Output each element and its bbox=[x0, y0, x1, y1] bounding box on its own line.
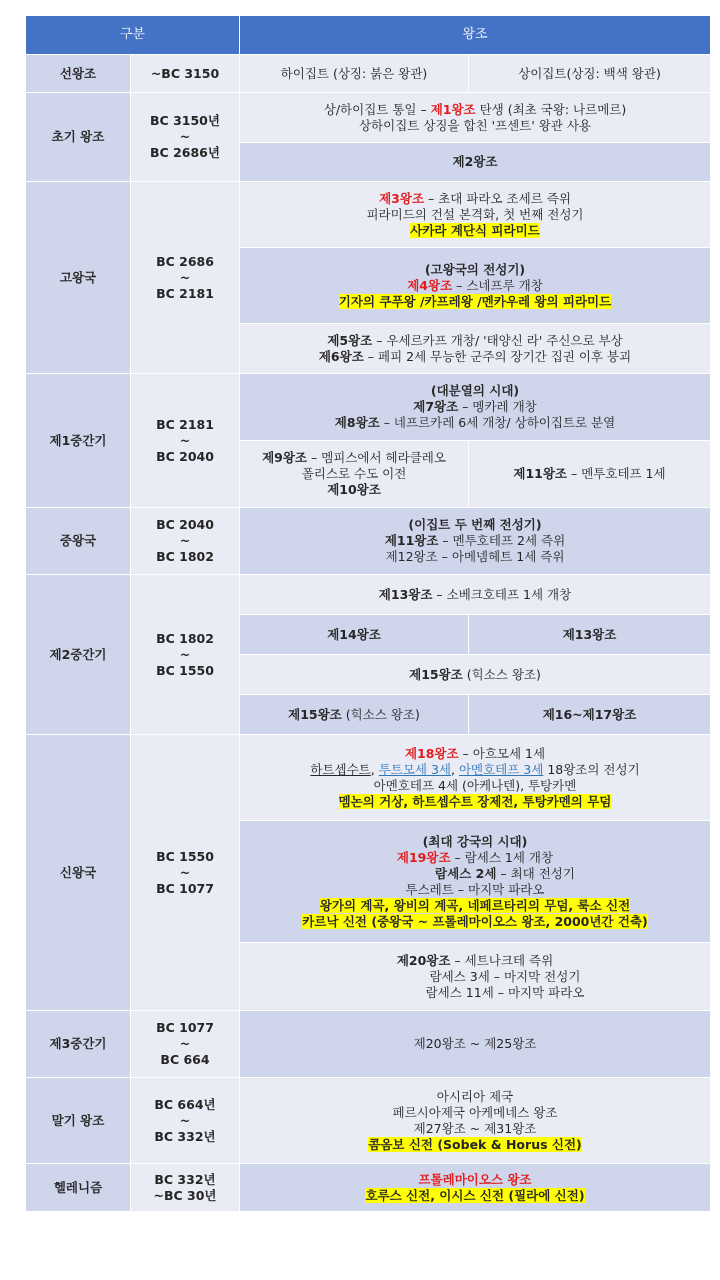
tuthmosis-3-link[interactable]: 투트모세 3세 bbox=[378, 761, 451, 777]
date-first-ip: BC 2181 ~ BC 2040 bbox=[131, 374, 240, 508]
row-late bbox=[26, 1078, 711, 1164]
row-predynastic bbox=[26, 55, 711, 93]
date-late: BC 664년 ~ BC 332년 bbox=[131, 1078, 240, 1164]
row-third-ip bbox=[26, 1011, 711, 1078]
dynasty-11-12-cell: (이집트 두 번째 전성기) 제11왕조 – 멘투호테프 2세 즉위 제12왕조 – 아메넴헤트 1세 즉위 bbox=[240, 508, 711, 575]
era-third-ip: 제3중간기 bbox=[26, 1011, 131, 1078]
date-early: BC 3150년 ~ BC 2686년 bbox=[131, 93, 240, 182]
row-early-1 bbox=[26, 93, 711, 143]
dynasty-4-cell: (고왕국의 전성기) 제4왕조 – 스네프루 개창 기자의 쿠푸왕 /카프레왕 /멘카우레 왕의 피라미드 bbox=[240, 248, 711, 324]
row-second-ip-1 bbox=[26, 575, 711, 615]
date-hellenism: BC 332년 ~BC 30년 bbox=[131, 1164, 240, 1212]
dynasty-19-cell: (최대 강국의 시대) 제19왕조 – 람세스 1세 개창 람세스 2세 – 최대 전성기 투스레트 – 마지막 파라오 왕가의 계곡, 왕비의 계곡, 네페르타리의 무덤, 룩소 신전 카르낙 신전 (중왕국 ~ 프톨레마이오스 왕조, 2000년간 건축) bbox=[240, 821, 711, 943]
era-predynastic: 선왕조 bbox=[26, 55, 131, 93]
dynasty-18-cell: 제18왕조 – 아흐모세 1세 하트셉수트, 투트모세 3세, 아멘호테프 3세 18왕조의 전성기 아멘호테프 4세 (아케나텐), 투탕카멘 멤논의 거상, 하트셉수트 장제전, 투탕카멘의 무덤 bbox=[240, 735, 711, 821]
era-old: 고왕국 bbox=[26, 182, 131, 374]
dynasty-15-cell: 제15왕조 (힉소스 왕조) bbox=[240, 655, 711, 695]
date-predynastic: ~BC 3150 bbox=[131, 55, 240, 93]
dynasty-2-cell: 제2왕조 bbox=[240, 143, 711, 182]
era-new: 신왕국 bbox=[26, 735, 131, 1011]
predynastic-lower: 상이집트(상징: 백색 왕관) bbox=[469, 55, 711, 93]
dynasty-1-cell: 상/하이집트 통일 – 제1왕조 탄생 (최초 국왕: 나르메르) 상하이집트 상징을 합친 '프센트' 왕관 사용 bbox=[240, 93, 711, 143]
egypt-dynasty-table bbox=[25, 15, 711, 1212]
era-second-ip: 제2중간기 bbox=[26, 575, 131, 735]
predynastic-upper: 하이집트 (상징: 붉은 왕관) bbox=[240, 55, 469, 93]
row-middle bbox=[26, 508, 711, 575]
era-middle: 중왕국 bbox=[26, 508, 131, 575]
dynasty-14-cell: 제14왕조 bbox=[240, 615, 469, 655]
dynasty-5-6-cell: 제5왕조 – 우세르카프 개창/ '태양신 라' 주신으로 부상 제6왕조 – 페피 2세 무능한 군주의 장기간 집권 이후 붕괴 bbox=[240, 324, 711, 374]
era-first-ip: 제1중간기 bbox=[26, 374, 131, 508]
date-new: BC 1550 ~ BC 1077 bbox=[131, 735, 240, 1011]
row-first-ip-1 bbox=[26, 374, 711, 441]
row-old-1 bbox=[26, 182, 711, 248]
era-hellenism: 헬레니즘 bbox=[26, 1164, 131, 1212]
dynasty-20-cell: 제20왕조 – 세트나크테 즉위 람세스 3세 – 마지막 전성기 람세스 11세 – 마지막 파라오 bbox=[240, 943, 711, 1011]
dynasty-15b-cell: 제15왕조 (힉소스 왕조) bbox=[240, 695, 469, 735]
dynasty-7-8-cell: (대분열의 시대) 제7왕조 – 멩카레 개창 제8왕조 – 네프르카레 6세 개창/ 상하이집트로 분열 bbox=[240, 374, 711, 441]
era-late: 말기 왕조 bbox=[26, 1078, 131, 1164]
ptolemaic-cell: 프톨레마이오스 왕조 호루스 신전, 이시스 신전 (필라에 신전) bbox=[240, 1164, 711, 1212]
dynasty-3-cell: 제3왕조 – 초대 파라오 조세르 즉위 피라미드의 건설 본격화, 첫 번째 전성기 사카라 계단식 피라미드 bbox=[240, 182, 711, 248]
row-hellenism bbox=[26, 1164, 711, 1212]
date-third-ip: BC 1077 ~ BC 664 bbox=[131, 1011, 240, 1078]
dynasty-13-cell: 제13왕조 – 소베크호테프 1세 개창 bbox=[240, 575, 711, 615]
dynasty-20-25-cell: 제20왕조 ~ 제25왕조 bbox=[240, 1011, 711, 1078]
late-period-cell: 아시리아 제국 페르시아제국 아케메네스 왕조 제27왕조 ~ 제31왕조 콤옴보 신전 (Sobek & Horus 신전) bbox=[240, 1078, 711, 1164]
era-early: 초기 왕조 bbox=[26, 93, 131, 182]
dynasty-13b-cell: 제13왕조 bbox=[469, 615, 711, 655]
dynasty-16-17-cell: 제16~제17왕조 bbox=[469, 695, 711, 735]
header-category: 구분 bbox=[26, 16, 240, 55]
dynasty-11-cell: 제11왕조 – 멘투호테프 1세 bbox=[469, 441, 711, 508]
date-old: BC 2686 ~ BC 2181 bbox=[131, 182, 240, 374]
date-middle: BC 2040 ~ BC 1802 bbox=[131, 508, 240, 575]
header-row bbox=[26, 16, 711, 55]
dynasty-9-10-cell: 제9왕조 – 멤피스에서 헤라클레오 폴리스로 수도 이전 제10왕조 bbox=[240, 441, 469, 508]
date-second-ip: BC 1802 ~ BC 1550 bbox=[131, 575, 240, 735]
row-new-1 bbox=[26, 735, 711, 821]
header-dynasty: 왕조 bbox=[240, 16, 711, 55]
amenhotep-3-link[interactable]: 아멘호테프 3세 bbox=[458, 761, 544, 777]
